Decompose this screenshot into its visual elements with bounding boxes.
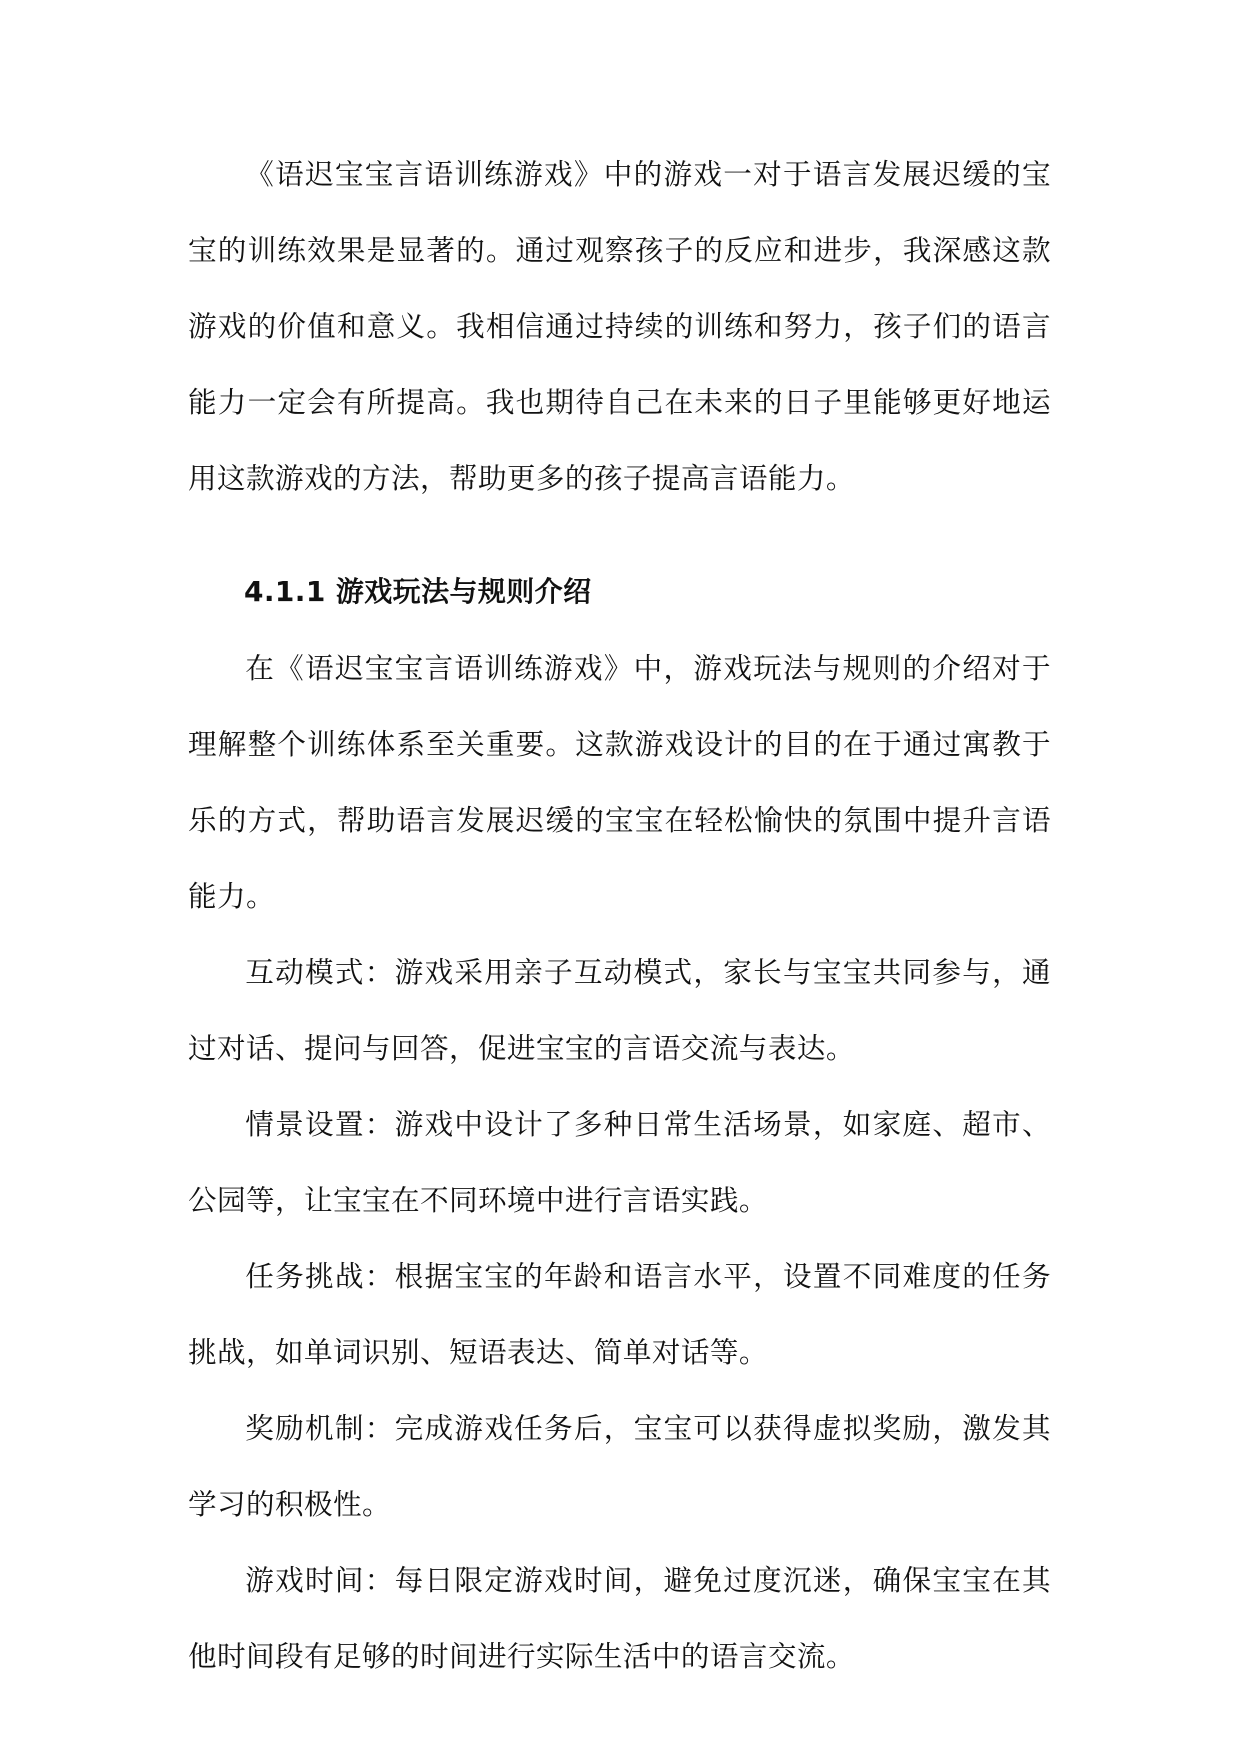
section-heading: 4.1.1 游戏玩法与规则介绍: [244, 575, 592, 608]
body-paragraph-task-challenge: 任务挑战：根据宝宝的年龄和语言水平，设置不同难度的任务挑战，如单词识别、短语表达、简单对话等。: [188, 1259, 1051, 1369]
body-paragraph-reward-mechanism: 奖励机制：完成游戏任务后，宝宝可以获得虚拟奖励，激发其学习的积极性。: [188, 1411, 1051, 1521]
intro-paragraph: 《语迟宝宝言语训练游戏》中的游戏一对于语言发展迟缓的宝宝的训练效果是显著的。通过观察孩子的反应和进步，我深感这款游戏的价值和意义。我相信通过持续的训练和努力，孩子们的语言能力一定会有所提高。我也期待自己在未来的日子里能够更好地运用这款游戏的方法，帮助更多的孩子提高言语能力。: [188, 157, 1051, 495]
body-paragraph-game-time: 游戏时间：每日限定游戏时间，避免过度沉迷，确保宝宝在其他时间段有足够的时间进行实际生活中的语言交流。: [188, 1563, 1051, 1673]
document-body: [188, 136, 1051, 1694]
body-paragraph-overview: 在《语迟宝宝言语训练游戏》中，游戏玩法与规则的介绍对于理解整个训练体系至关重要。这款游戏设计的目的在于通过寓教于乐的方式，帮助语言发展迟缓的宝宝在轻松愉快的氛围中提升言语能力。: [188, 651, 1051, 913]
body-paragraph-scene-setting: 情景设置：游戏中设计了多种日常生活场景，如家庭、超市、公园等，让宝宝在不同环境中进行言语实践。: [188, 1107, 1051, 1217]
body-paragraph-interaction-mode: 互动模式：游戏采用亲子互动模式，家长与宝宝共同参与，通过对话、提问与回答，促进宝宝的言语交流与表达。: [188, 955, 1051, 1065]
